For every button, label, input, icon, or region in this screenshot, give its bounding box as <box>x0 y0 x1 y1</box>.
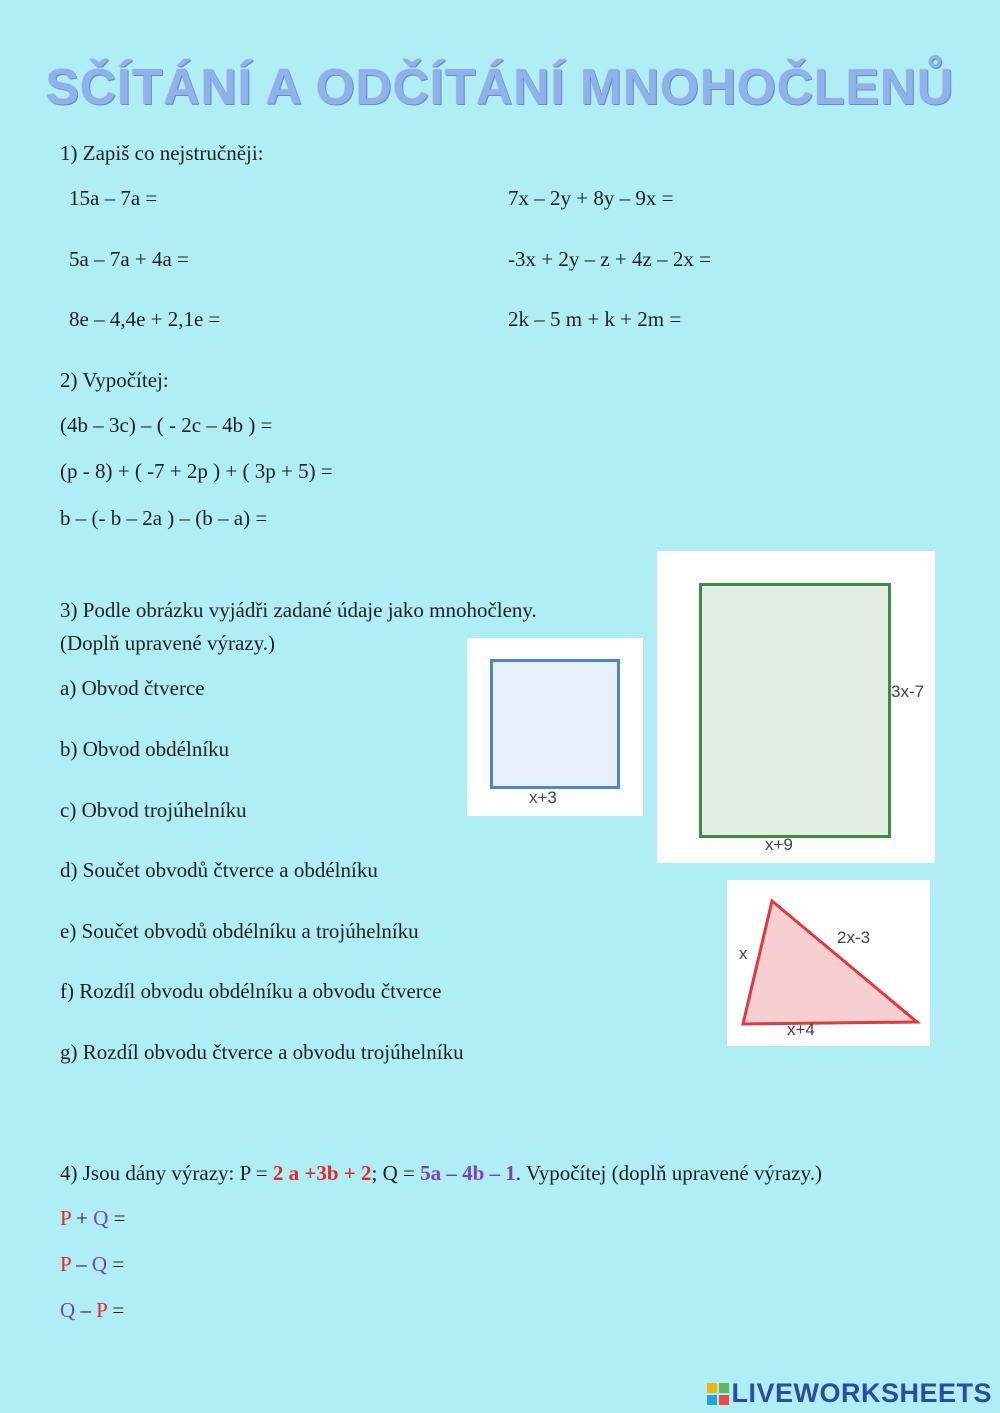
section4-intro-2: ; Q = <box>371 1161 421 1185</box>
exercise-3-item-f: f) Rozdíl obvodu obdélníku a obvodu čtverce <box>60 979 442 1003</box>
section4-heading <box>60 1160 822 1186</box>
page-title: SČÍTÁNÍ A ODČÍTÁNÍ MNOHOČLENŮ <box>45 59 955 115</box>
exercise-1-left-3: 8e – 4,4e + 2,1e = <box>69 307 221 331</box>
liveworksheets-logo-text: LIVEWORKSHEETS <box>731 1378 992 1408</box>
section4-intro-1: 4) Jsou dány výrazy: P = <box>60 1161 273 1185</box>
exercise-4-line-1 <box>60 1205 126 1231</box>
exercise-1-right-1: 7x – 2y + 8y – 9x = <box>508 186 674 210</box>
term-a: Q <box>60 1298 76 1322</box>
exercise-2-item-1: (4b – 3c) – ( - 2c – 4b ) = <box>60 413 273 437</box>
section4-intro-3: . Vypočítej (doplň upravené výrazy.) <box>515 1161 822 1185</box>
triangle-right-label: 2x-3 <box>837 928 871 947</box>
exercise-3-item-g: g) Rozdíl obvodu čtverce a obvodu trojúhelníku <box>60 1040 464 1064</box>
exercise-3-item-d: d) Součet obvodů čtverce a obdélníku <box>60 858 378 882</box>
liveworksheets-logo-icon <box>707 1383 729 1405</box>
section3-subheading: (Doplň upravené výrazy.) <box>60 631 275 655</box>
exercise-2-item-3: b – (- b – 2a ) – (b – a) = <box>60 506 268 530</box>
operator: + <box>70 1206 94 1230</box>
rectangle-shape <box>699 583 891 838</box>
term-b: Q <box>91 1252 108 1276</box>
exercise-3-item-e: e) Součet obvodů obdélníku a trojúhelníku <box>60 919 419 943</box>
exercise-1-right-3: 2k – 5 m + k + 2m = <box>508 307 682 331</box>
exercise-1-right-2: -3x + 2y – z + 4z – 2x = <box>508 247 711 271</box>
exercise-2-item-2: (p - 8) + ( -7 + 2p ) + ( 3p + 5) = <box>60 459 333 483</box>
exercise-3-item-a: a) Obvod čtverce <box>60 676 205 700</box>
exercise-3-item-b: b) Obvod obdélníku <box>60 737 230 761</box>
rectangle-height-label: 3x-7 <box>891 682 925 701</box>
exercise-3-item-c: c) Obvod trojúhelníku <box>60 798 247 822</box>
section1-heading: 1) Zapiš co nejstručněji: <box>60 141 264 165</box>
operator: – <box>70 1252 92 1276</box>
term-b: P <box>96 1298 108 1322</box>
rectangle-width-label: x+9 <box>765 835 793 854</box>
exercise-4-line-3 <box>60 1297 124 1323</box>
equals-sign: = <box>107 1252 125 1276</box>
liveworksheets-logo <box>707 1378 992 1409</box>
triangle-shape <box>727 880 930 1046</box>
term-b: Q <box>93 1206 109 1230</box>
square-side-label: x+3 <box>529 788 557 807</box>
triangle-figure <box>727 880 930 1046</box>
exercise-1-left-2: 5a – 7a + 4a = <box>69 247 189 271</box>
expression-p: 2 a +3b + 2 <box>272 1161 372 1185</box>
section2-heading: 2) Vypočítej: <box>60 368 169 392</box>
operator: – <box>75 1298 97 1322</box>
triangle-bottom-label: x+4 <box>787 1020 815 1039</box>
square-figure <box>467 638 643 816</box>
rectangle-figure <box>657 551 935 863</box>
equals-sign: = <box>107 1298 125 1322</box>
exercise-4-line-2 <box>60 1251 124 1277</box>
section3-heading: 3) Podle obrázku vyjádři zadané údaje jako mnohočleny. <box>60 598 537 622</box>
exercise-1-left-1: 15a – 7a = <box>69 186 158 210</box>
expression-q: 5a – 4b – 1 <box>420 1161 516 1185</box>
equals-sign: = <box>108 1206 126 1230</box>
triangle-left-label: x <box>739 944 748 963</box>
square-shape <box>490 659 620 789</box>
term-a: P <box>60 1252 71 1276</box>
term-a: P <box>60 1206 71 1230</box>
